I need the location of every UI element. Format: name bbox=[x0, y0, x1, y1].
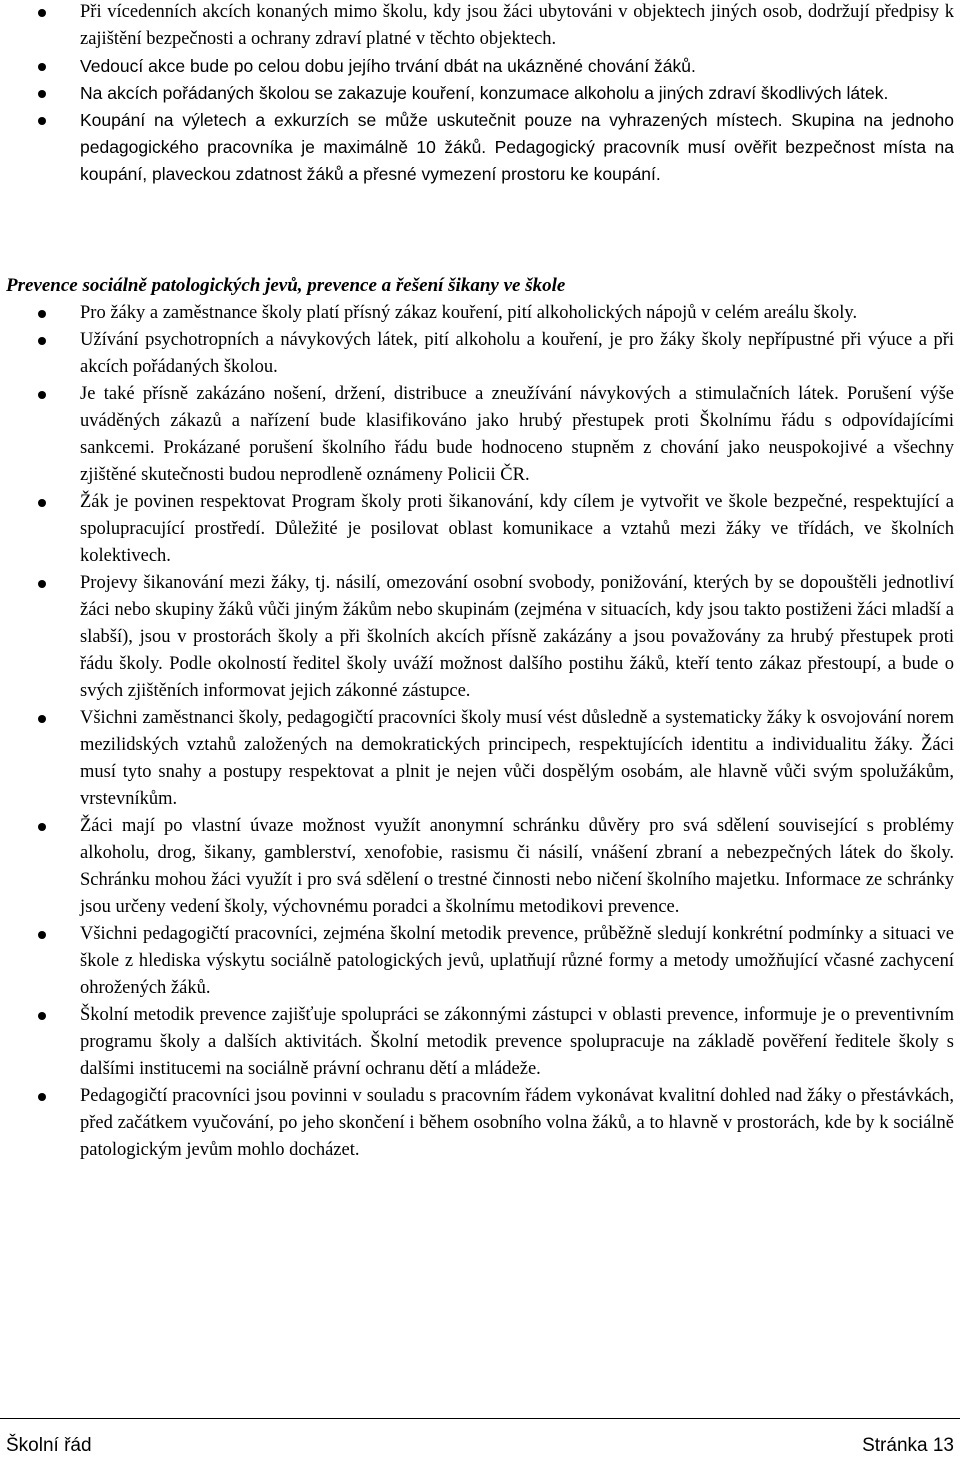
list-item bbox=[0, 570, 960, 705]
list-item-text: Všichni zaměstnanci školy, pedagogičtí pracovníci školy musí vést důsledně a systematicky žáky k osvojování norem mezilidských vztahů založených na demokratických principech, respektujících identitu a individualitu žáky. Žáci musí tyto snahy a postupy respektovat a plnit je nejen vůči dospělým osobám, ale hlavně vůči svým spolužákům, vrstevníkům. bbox=[80, 708, 954, 809]
bullet-icon bbox=[38, 337, 46, 345]
bullet-icon bbox=[38, 391, 46, 399]
bullet-icon bbox=[38, 310, 46, 318]
list-item-text: Školní metodik prevence zajišťuje spolupráci se zákonnými zástupci v oblasti prevence, informuje je o preventivním programu školy a dalších aktivitách. Školní metodik prevence spolupracuje na základě pověření ředitele školy s dalšími institucemi na sociálně právní ochranu dětí a mládeže. bbox=[80, 1005, 954, 1079]
bullet-icon bbox=[38, 823, 46, 831]
list-item-text: Je také přísně zakázáno nošení, držení, distribuce a zneužívání návykových a stimulačních látek. Porušení výše uváděných zákazů a nařízení bude klasifikováno jako hrubý přestupek proti Školnímu řádu s odpovídajícími sankcemi. Prokázané porušení školního řádu bude hodnoceno stupněm z chování jako neuspokojivé a všechny zjištěné skutečnosti budou neprodleně oznámeny Policii ČR. bbox=[80, 384, 954, 485]
list-item bbox=[0, 1083, 960, 1164]
list-item bbox=[0, 327, 960, 381]
bullet-icon bbox=[38, 715, 46, 723]
list-item bbox=[0, 813, 960, 921]
footer-divider bbox=[0, 1418, 960, 1419]
list-item bbox=[0, 53, 960, 80]
list-item-text: Všichni pedagogičtí pracovníci, zejména školní metodik prevence, průběžně sledují konkrétní podmínky a situaci ve škole z hlediska výskytu sociálně patologických jevů, uplatňují různé formy a metody umožňující včasné zachycení ohrožených žáků. bbox=[80, 924, 954, 998]
list-item-text: Vedoucí akce bude po celou dobu jejího trvání dbát na ukázněné chování žáků. bbox=[80, 56, 696, 76]
list-item bbox=[0, 381, 960, 489]
list-item bbox=[0, 705, 960, 813]
list-item-text: Žák je povinen respektovat Program školy proti šikanování, kdy cílem je vytvořit ve škole bezpečné, respektující a spolupracující prostředí. Důležité je posilovat oblast komunikace a vztahů mezi žáky ve třídách, ve školních kolektivech. bbox=[80, 492, 954, 566]
bullet-icon bbox=[38, 117, 46, 125]
list-item bbox=[0, 1002, 960, 1083]
list-item bbox=[0, 300, 960, 327]
bullet-icon bbox=[38, 1093, 46, 1101]
footer-document-title: Školní řád bbox=[6, 1435, 92, 1456]
bullet-icon bbox=[38, 90, 46, 98]
list-item-text: Pro žáky a zaměstnance školy platí přísný zákaz kouření, pití alkoholických nápojů v celém areálu školy. bbox=[80, 303, 858, 323]
list-item bbox=[0, 80, 960, 107]
list-item-text: Na akcích pořádaných školou se zakazuje kouření, konzumace alkoholu a jiných zdraví škodlivých látek. bbox=[80, 83, 889, 103]
list-item-text: Při vícedenních akcích konaných mimo školu, kdy jsou žáci ubytováni v objektech jiných osob, dodržují předpisy k zajištění bezpečnosti a ochrany zdraví platné v těchto objektech. bbox=[80, 2, 954, 49]
list-item-text: Koupání na výletech a exkurzích se může uskutečnit pouze na vyhrazených místech. Skupina na jednoho pedagogického pracovníka je maximálně 10 žáků. Pedagogický pracovník musí ověřit bezpečnost místa na koupání, plaveckou zdatnost žáků a přesné vymezení prostoru ke koupání. bbox=[80, 110, 954, 184]
list-item-text: Projevy šikanování mezi žáky, tj. násilí, omezování osobní svobody, ponižování, kterých by se dopouštěli jednotliví žáci nebo skupiny žáků vůči jiným žákům nebo skupinám (zejména v situacích, kdy jsou takto postiženi žáci mladší a slabší), jsou v prostorách školy a při školních akcích přísně zakázány a jsou považovány za hrubý přestupek proti řádu školy. Podle okolností ředitel školy uváží možnost dalšího postihu žáků, kteří tento zákaz přestoupí, a bude o svých zjištěních informovat jejich zákonné zástupce. bbox=[80, 573, 954, 701]
list-item bbox=[0, 489, 960, 570]
bullet-icon bbox=[38, 931, 46, 939]
bullet-icon bbox=[38, 499, 46, 507]
bullet-icon bbox=[38, 9, 46, 17]
bullet-list-trip-rules bbox=[0, 0, 960, 188]
list-item-text: Užívání psychotropních a návykových látek, pití alkoholu a kouření, je pro žáky školy nepřípustné při výuce a při akcích pořádaných školou. bbox=[80, 330, 954, 377]
bullet-icon bbox=[38, 63, 46, 71]
section-heading: Prevence sociálně patologických jevů, prevence a řešení šikany ve škole bbox=[6, 275, 566, 296]
bullet-icon bbox=[38, 1012, 46, 1020]
list-item-text: Žáci mají po vlastní úvaze možnost využít anonymní schránku důvěry pro svá sdělení související s problémy alkoholu, drog, šikany, gamblerství, xenofobie, rasismu či násilí, vnášení zbraní a nebezpečných látek do školy. Schránku mohou žáci využít i pro svá sdělení o trestné činnosti nebo ničení školního majetku. Informace ze schránky jsou určeny vedení školy, výchovnému poradci a školnímu metodikovi prevence. bbox=[80, 816, 954, 917]
bullet-icon bbox=[38, 580, 46, 588]
list-item bbox=[0, 921, 960, 1002]
bullet-list-prevention bbox=[0, 300, 960, 1164]
list-item-text: Pedagogičtí pracovníci jsou povinni v souladu s pracovním řádem vykonávat kvalitní dohled nad žáky o přestávkách, před začátkem vyučování, po jeho skončení i během osobního volna žáků, a to hlavně v prostorách, kde by k sociálně patologickým jevům mohlo docházet. bbox=[80, 1086, 954, 1160]
list-item bbox=[0, 107, 960, 188]
list-item bbox=[0, 0, 960, 53]
footer-page-number: Stránka 13 bbox=[862, 1435, 954, 1456]
